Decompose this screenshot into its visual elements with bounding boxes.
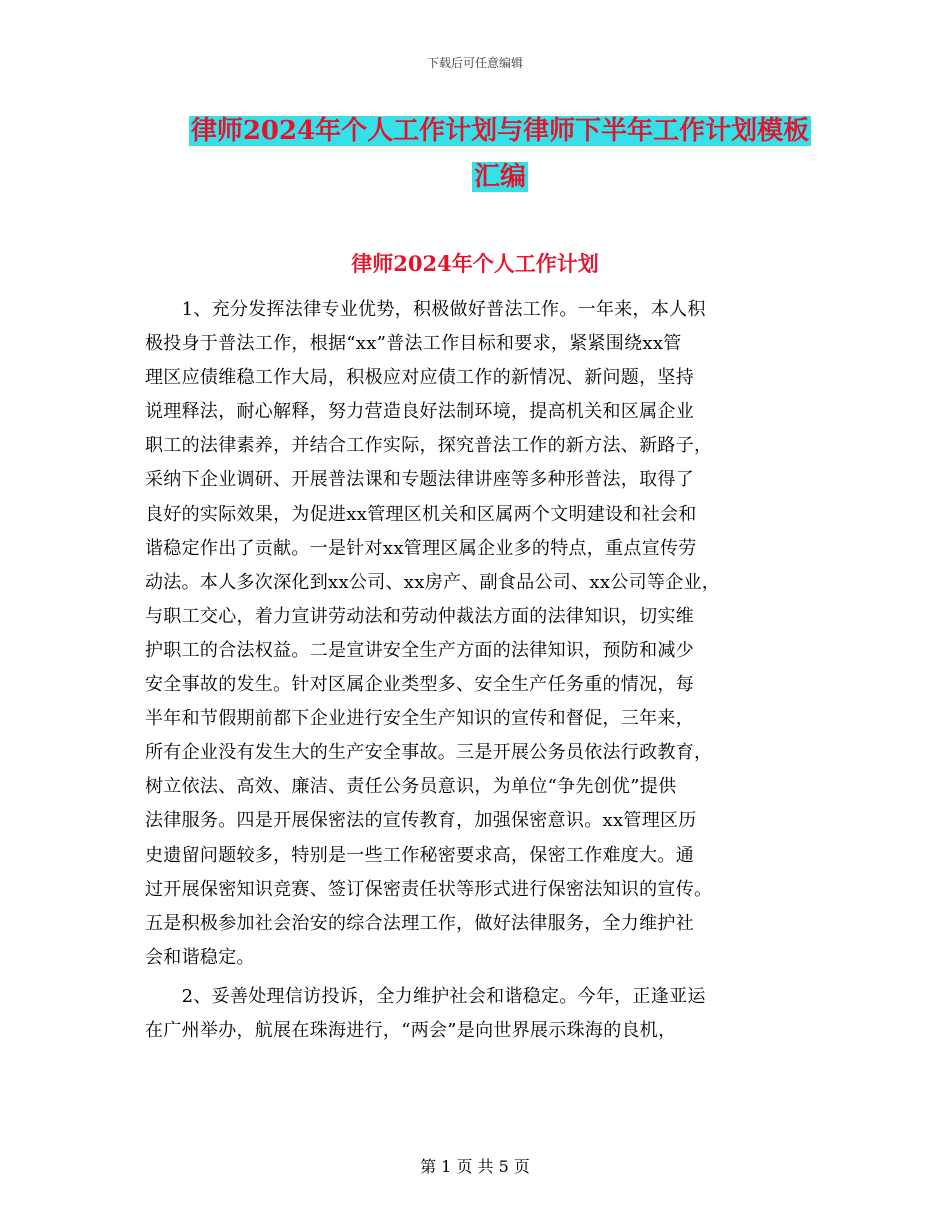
document-body	[145, 293, 825, 1048]
paragraph-line: 所有企业没有发生大的生产安全事故。三是开展公务员依法行政教育，	[145, 742, 713, 764]
paragraph-line: 半年和节假期前都下企业进行安全生产知识的宣传和督促，三年来，	[145, 708, 694, 730]
paragraph-line: 极投身于普法工作，根据“xx”普法工作目标和要求，紧紧围绕xx管	[145, 333, 682, 355]
paragraph-line: 良好的实际效果，为促进xx管理区机关和区属两个文明建设和社会和	[145, 503, 697, 525]
section-title: 律师2024年个人工作计划	[351, 251, 599, 276]
paragraph-line: 谐稳定作出了贡献。一是针对xx管理区属企业多的特点，重点宣传劳	[145, 537, 697, 559]
paragraph-line: 法律服务。四是开展保密法的宣传教育，加强保密意识。xx管理区历	[145, 810, 697, 832]
header-note: 下载后可任意编辑	[426, 56, 523, 70]
paragraph-2	[145, 980, 825, 1048]
paragraph-line: 理区应债维稳工作大局，积极应对应债工作的新情况、新问题，坚持	[145, 367, 694, 389]
paragraph-line: 史遗留问题较多，特别是一些工作秘密要求高，保密工作难度大。通	[145, 844, 694, 866]
paragraph-line: 过开展保密知识竞赛、签订保密责任状等形式进行保密法知识的宣传。	[145, 878, 713, 900]
paragraph-line: 安全事故的发生。针对区属企业类型多、安全生产任务重的情况，每	[145, 674, 694, 696]
document-title	[120, 108, 880, 200]
paragraph-line: 采纳下企业调研、开展普法课和专题法律讲座等多种形普法，取得了	[145, 469, 694, 491]
paragraph-line: 在广州举办，航展在珠海进行，“两会”是向世界展示珠海的良机，	[145, 1019, 677, 1041]
paragraph-1	[145, 293, 825, 975]
paragraph-line: 职工的法律素养，并结合工作实际，探究普法工作的新方法、新路子，	[145, 435, 713, 457]
paragraph-line: 1、充分发挥法律专业优势，积极做好普法工作。一年来，本人积	[145, 299, 706, 320]
paragraph-line: 护职工的合法权益。二是宣讲安全生产方面的法律知识，预防和减少	[145, 639, 694, 661]
paragraph-line: 会和谐稳定。	[145, 946, 255, 968]
paragraph-line: 说理释法，耐心解释，努力营造良好法制环境，提高机关和区属企业	[145, 401, 694, 423]
page-footer: 第 1 页 共 5 页	[420, 1157, 530, 1176]
paragraph-line: 五是积极参加社会治安的综合法理工作，做好法律服务，全力维护社	[145, 912, 694, 934]
title-line-2: 汇编	[473, 162, 526, 192]
title-line-1: 律师2024年个人工作计划与律师下半年工作计划模板	[190, 116, 810, 146]
paragraph-line: 动法。本人多次深化到xx公司、xx房产、副食品公司、xx公司等企业，	[145, 571, 721, 593]
paragraph-line: 树立依法、高效、廉洁、责任公务员意识，为单位“争先创优”提供	[145, 776, 677, 798]
paragraph-line: 2、妥善处理信访投诉，全力维护社会和谐稳定。今年，正逢亚运	[145, 985, 706, 1007]
paragraph-line: 与职工交心，着力宣讲劳动法和劳动仲裁法方面的法律知识，切实维	[145, 605, 694, 627]
